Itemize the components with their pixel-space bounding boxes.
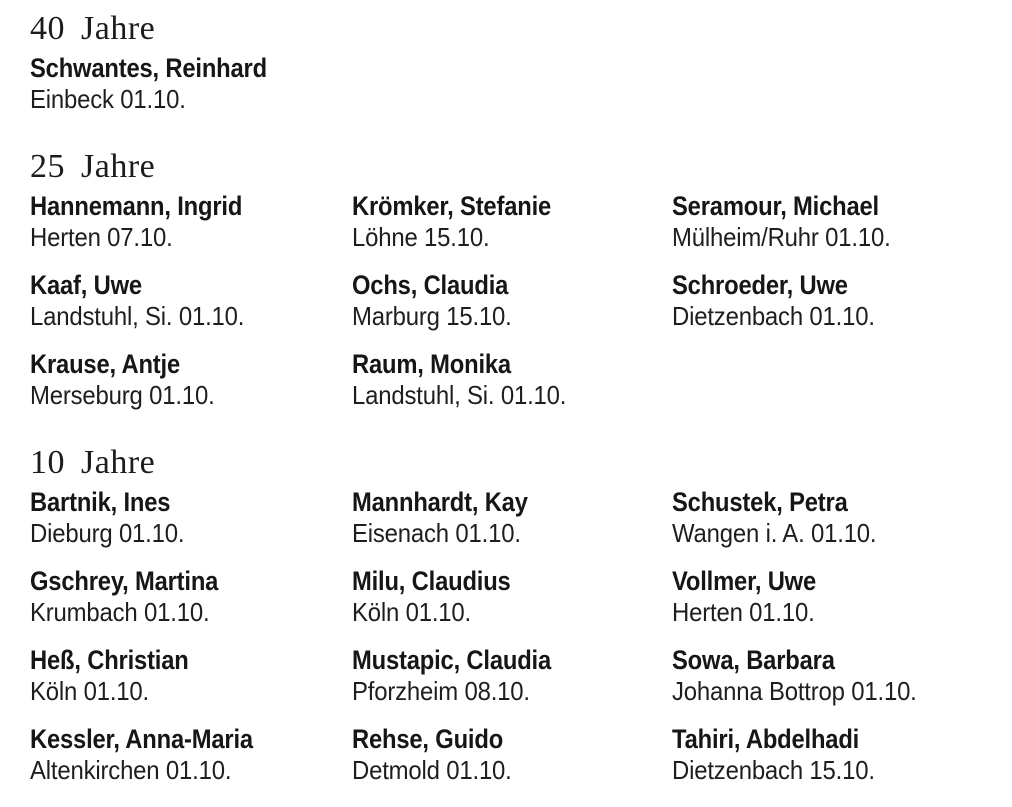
- location-date: Herten 07.10.: [30, 222, 173, 252]
- jubilee-entry: [30, 270, 352, 332]
- entries-grid: [30, 191, 1002, 428]
- jubilee-entry: [672, 191, 1002, 253]
- section-10-jahre: [30, 444, 1002, 803]
- person-name: Ochs, Claudia: [352, 270, 509, 300]
- location-date: Köln 01.10.: [352, 597, 472, 627]
- location-date: Landstuhl, Si. 01.10.: [352, 380, 567, 410]
- jubilee-entry: [30, 645, 352, 707]
- jubilee-entry: [352, 566, 672, 628]
- jubilee-entry: [352, 645, 672, 707]
- jubilee-entry: [352, 191, 672, 253]
- person-name: Mannhardt, Kay: [352, 487, 528, 517]
- jubilee-entry: [352, 270, 672, 332]
- jubilee-entry: [672, 487, 1002, 549]
- person-name: Krause, Antje: [30, 349, 180, 379]
- entries-grid: [30, 487, 1002, 803]
- person-name: Kaaf, Uwe: [30, 270, 142, 300]
- jubilee-list-page: [30, 10, 1002, 803]
- location-date: Altenkirchen 01.10.: [30, 755, 232, 785]
- section-heading: 25 Jahre: [30, 148, 156, 185]
- person-name: Bartnik, Ines: [30, 487, 171, 517]
- jubilee-entry: [352, 349, 672, 411]
- jubilee-entry: [672, 270, 1002, 332]
- jubilee-entry: [672, 724, 1002, 786]
- section-heading: 10 Jahre: [30, 444, 156, 481]
- section-25-jahre: [30, 148, 1002, 428]
- jubilee-entry: [352, 724, 672, 786]
- person-name: Sowa, Barbara: [672, 645, 835, 675]
- section-40-jahre: [30, 10, 1002, 132]
- person-name: Seramour, Michael: [672, 191, 879, 221]
- person-name: Krömker, Stefanie: [352, 191, 552, 221]
- person-name: Mustapic, Claudia: [352, 645, 552, 675]
- location-date: Dietzenbach 01.10.: [672, 301, 875, 331]
- entries-grid: [30, 53, 1002, 132]
- person-name: Schroeder, Uwe: [672, 270, 848, 300]
- person-name: Schustek, Petra: [672, 487, 848, 517]
- person-name: Milu, Claudius: [352, 566, 511, 596]
- location-date: Dietzenbach 15.10.: [672, 755, 875, 785]
- jubilee-entry: [30, 349, 352, 411]
- jubilee-entry: [672, 645, 1002, 707]
- jubilee-entry: [30, 487, 352, 549]
- jubilee-entry: [30, 53, 352, 115]
- location-date: Krumbach 01.10.: [30, 597, 210, 627]
- person-name: Kessler, Anna-Maria: [30, 724, 253, 754]
- person-name: Rehse, Guido: [352, 724, 504, 754]
- jubilee-entry: [672, 566, 1002, 628]
- jubilee-entry: [30, 724, 352, 786]
- location-date: Löhne 15.10.: [352, 222, 490, 252]
- person-name: Schwantes, Reinhard: [30, 53, 267, 83]
- person-name: Tahiri, Abdelhadi: [672, 724, 860, 754]
- jubilee-entry: [30, 566, 352, 628]
- person-name: Heß, Christian: [30, 645, 189, 675]
- person-name: Raum, Monika: [352, 349, 511, 379]
- location-date: Wangen i. A. 01.10.: [672, 518, 877, 548]
- location-date: Johanna Bottrop 01.10.: [672, 676, 917, 706]
- location-date: Marburg 15.10.: [352, 301, 512, 331]
- location-date: Köln 01.10.: [30, 676, 150, 706]
- location-date: Einbeck 01.10.: [30, 84, 186, 114]
- location-date: Landstuhl, Si. 01.10.: [30, 301, 245, 331]
- jubilee-entry: [352, 487, 672, 549]
- location-date: Pforzheim 08.10.: [352, 676, 530, 706]
- person-name: Gschrey, Martina: [30, 566, 219, 596]
- person-name: Vollmer, Uwe: [672, 566, 817, 596]
- jubilee-entry: [30, 191, 352, 253]
- section-heading: 40 Jahre: [30, 10, 156, 47]
- location-date: Mülheim/Ruhr 01.10.: [672, 222, 891, 252]
- person-name: Hannemann, Ingrid: [30, 191, 243, 221]
- location-date: Dieburg 01.10.: [30, 518, 185, 548]
- location-date: Merseburg 01.10.: [30, 380, 215, 410]
- location-date: Eisenach 01.10.: [352, 518, 521, 548]
- location-date: Herten 01.10.: [672, 597, 815, 627]
- location-date: Detmold 01.10.: [352, 755, 512, 785]
